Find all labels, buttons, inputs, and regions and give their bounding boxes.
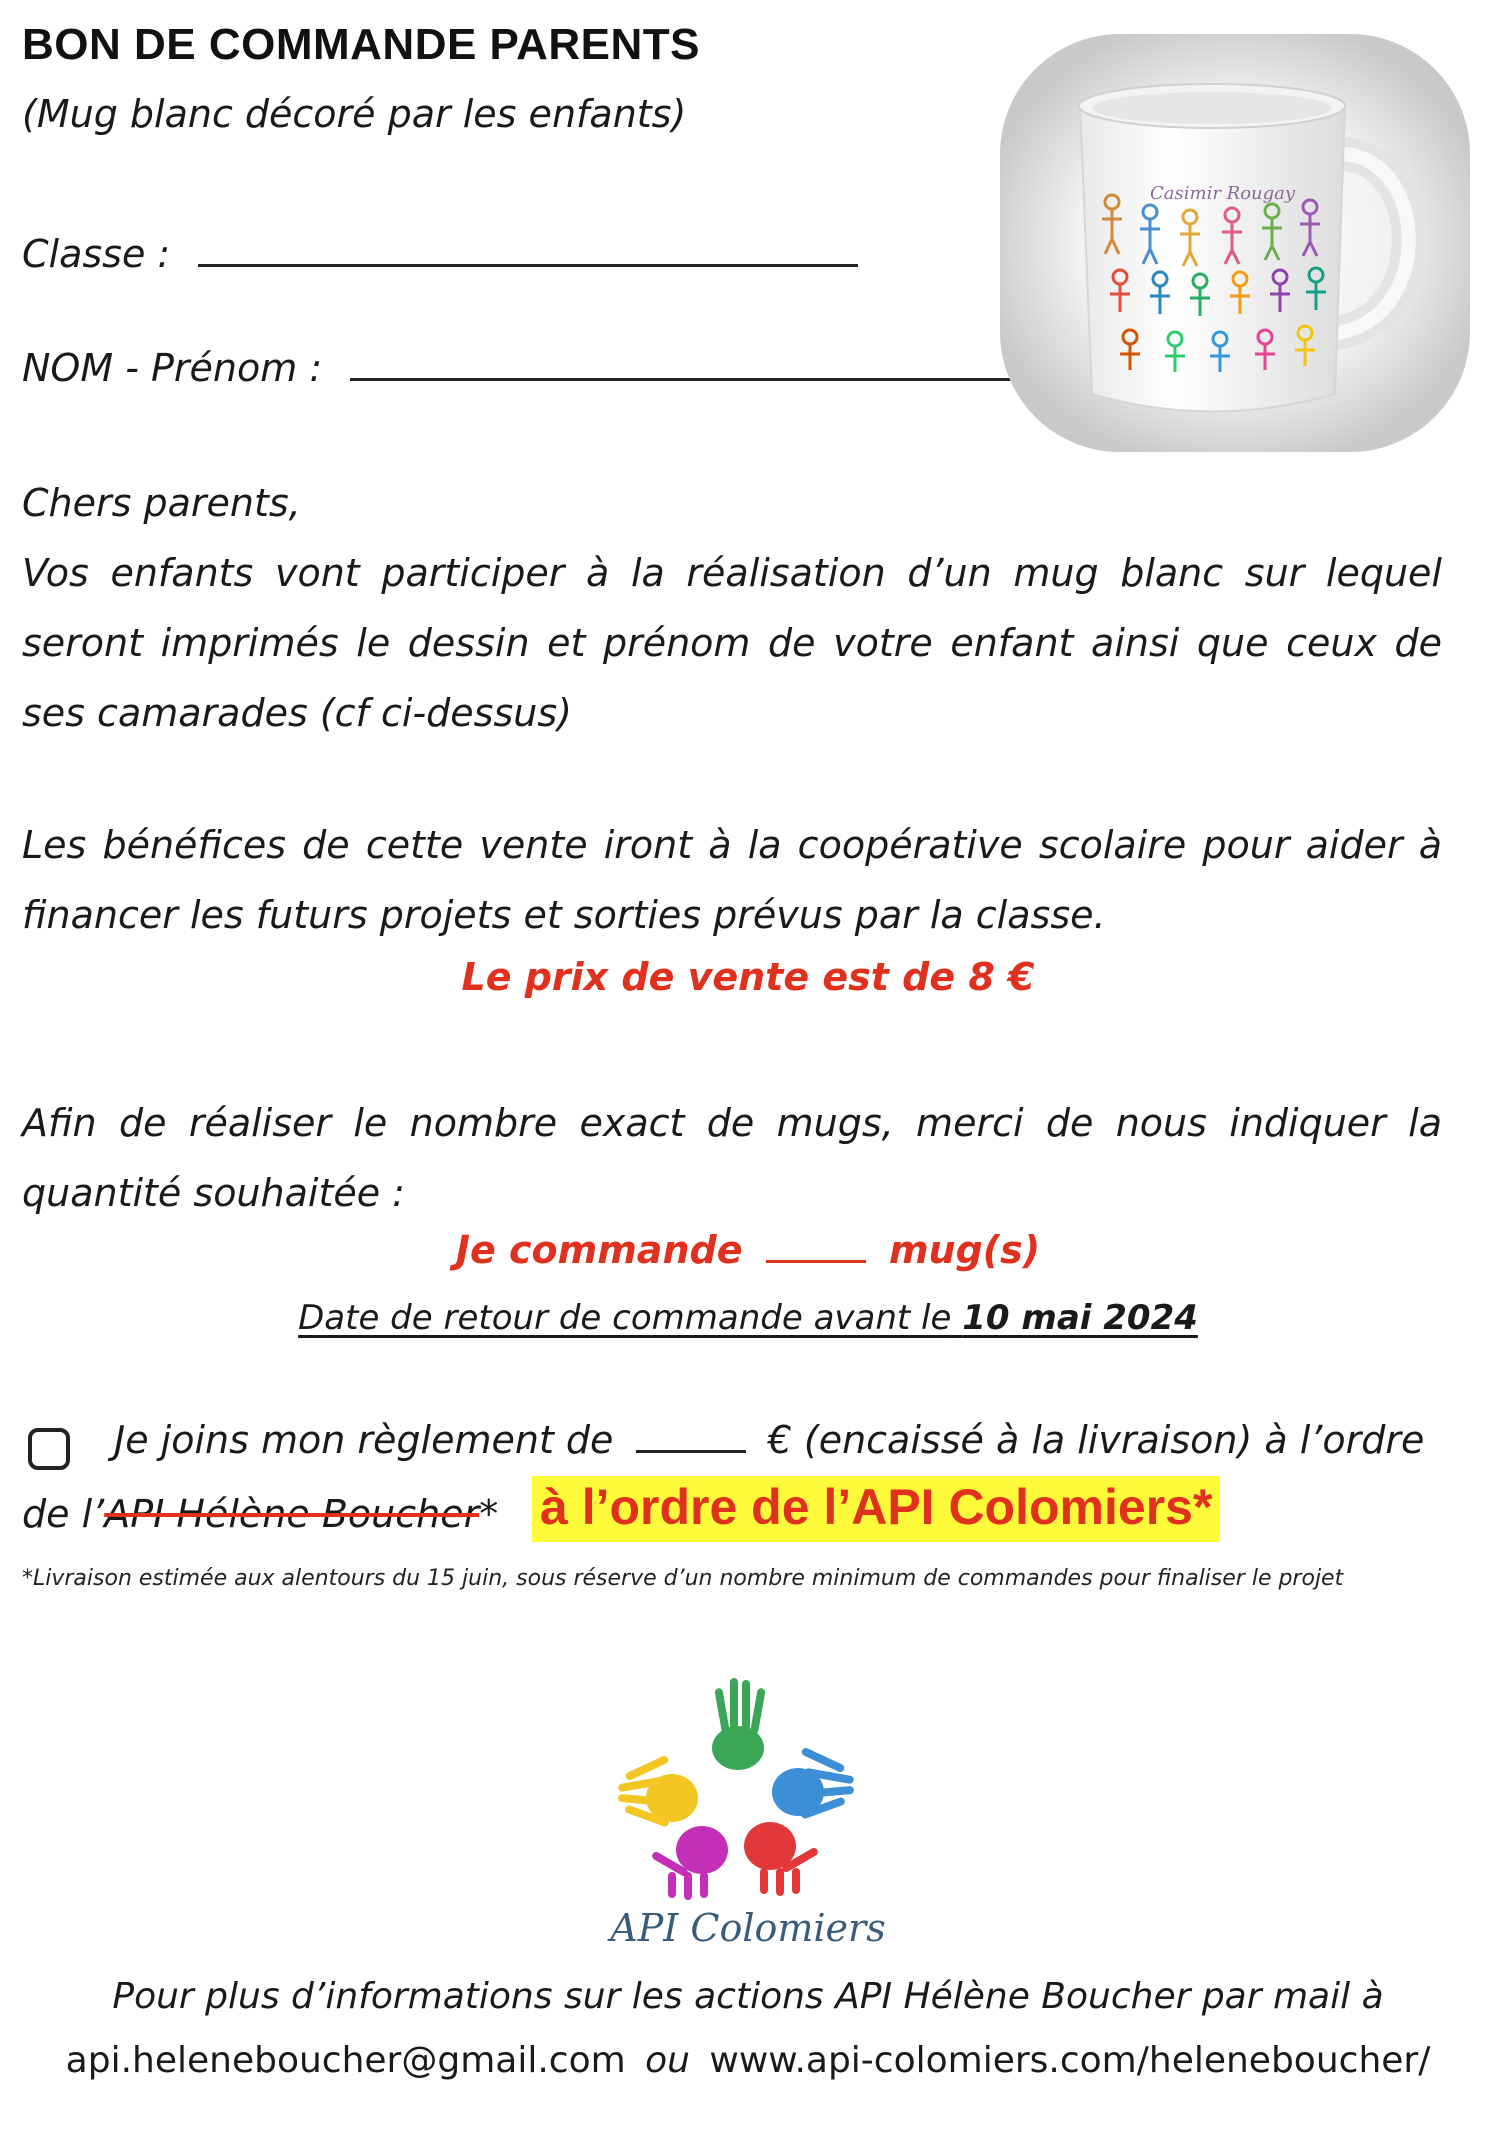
payment-label-after: € (encaissé à la livraison) à l’ordre (767, 1418, 1425, 1462)
contact-line (0, 2040, 1496, 2081)
delivery-footnote: *Livraison estimée aux alentours du 15 juin, sous réserve d’un nombre minimum de commandes pour finaliser le projet (22, 1566, 1344, 1591)
classe-label: Classe : (22, 232, 171, 276)
red-hand-icon (744, 1822, 819, 1896)
nom-label: NOM - Prénom : (22, 346, 323, 390)
struck-beneficiary: API Hélène Boucher (104, 1492, 480, 1536)
payment-line-2 (22, 1492, 498, 1536)
payment-checkbox[interactable] (28, 1428, 70, 1470)
mug-photo (1000, 34, 1470, 452)
magenta-hand-icon (651, 1826, 728, 1900)
order-quantity-line (0, 1228, 1496, 1272)
payment-line-1 (114, 1418, 1424, 1462)
order-unit: mug(s) (888, 1228, 1041, 1272)
payment-asterisk: * (479, 1492, 499, 1536)
return-date-line (0, 1298, 1496, 1338)
contact-or: ou (645, 2040, 690, 2081)
order-label: Je commande (455, 1228, 743, 1272)
quantity-input-line[interactable] (766, 1260, 866, 1263)
yellow-hand-icon (618, 1755, 698, 1828)
letter-greeting: Chers parents, (22, 481, 301, 525)
return-date-value: 10 mai 2024 (962, 1298, 1198, 1338)
page-subtitle: (Mug blanc décoré par les enfants) (22, 92, 687, 136)
letter-paragraph-3: Afin de réaliser le nombre exact de mugs, merci de nous indiquer la quantité souhaitée : (22, 1101, 1442, 1215)
letter-paragraph-1: Vos enfants vont participer à la réalisation d’un mug blanc sur lequel seront imprimés le dessin et prénom de votre enfant ainsi que ceux de ses camarades (cf ci-dessus) (22, 551, 1442, 735)
blue-hand-icon (772, 1747, 854, 1820)
price-line: Le prix de vente est de 8 € (461, 955, 1035, 999)
contact-email[interactable]: api.heleneboucher@gmail.com (65, 2040, 626, 2081)
nom-field (22, 346, 1020, 390)
nom-input-line[interactable] (350, 378, 1020, 381)
return-date-text: Date de retour de commande avant le (298, 1298, 952, 1338)
letter-paragraph-2: Les bénéfices de cette vente iront à la coopérative scolaire pour aider à financer les futurs projets et sorties prévus par la classe. (22, 823, 1442, 937)
mug-print-text: Casimir Rougay (1150, 183, 1296, 204)
highlighted-beneficiary: à l’ordre de l’API Colomiers* (532, 1476, 1220, 1542)
green-hand-icon (712, 1678, 766, 1770)
classe-input-line[interactable] (198, 264, 858, 267)
page-title: BON DE COMMANDE PARENTS (22, 20, 701, 69)
payment-prefix: de l’ (22, 1492, 105, 1536)
payment-label: Je joins mon règlement de (114, 1418, 614, 1462)
amount-input-line[interactable] (636, 1450, 746, 1453)
classe-field (22, 232, 858, 276)
logo-text: API Colomiers (610, 1906, 886, 1950)
info-line: Pour plus d’informations sur les actions API Hélène Boucher par mail à (112, 1976, 1384, 2017)
api-colomiers-logo (610, 1660, 860, 1900)
contact-url[interactable]: www.api-colomiers.com/heleneboucher/ (709, 2040, 1431, 2081)
